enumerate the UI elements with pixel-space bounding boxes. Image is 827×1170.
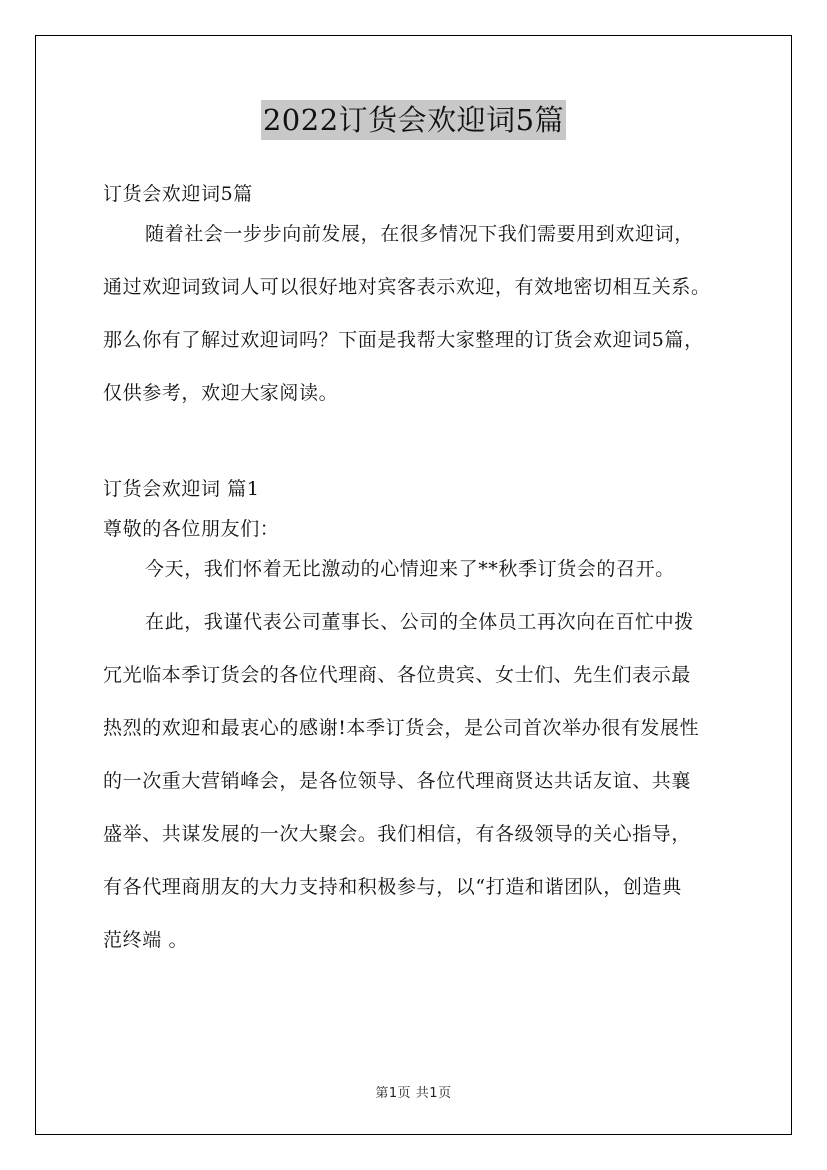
intro-line: 那么你有了解过欢迎词吗？下面是我帮大家整理的订货会欢迎词5篇， <box>103 329 704 351</box>
paragraph-line: 热烈的欢迎和最衷心的感谢!本季订货会，是公司首次举办很有发展性 <box>103 717 700 739</box>
intro-line: 随着社会一步步向前发展，在很多情况下我们需要用到欢迎词， <box>145 223 694 245</box>
title-container <box>0 100 827 140</box>
intro-line: 仅供参考，欢迎大家阅读。 <box>103 382 339 404</box>
page-footer: 第1页 共1页 <box>375 1086 452 1101</box>
paragraph-line: 今天，我们怀着无比激动的心情迎来了**秋季订货会的召开。 <box>145 558 675 580</box>
salutation: 尊敬的各位朋友们： <box>103 518 280 540</box>
paragraph-line: 盛举、共谋发展的一次大聚会。我们相信，有各级领导的关心指导， <box>103 823 692 845</box>
paragraph-line: 的一次重大营销峰会，是各位领导、各位代理商贤达共话友谊、共襄 <box>103 770 692 792</box>
subtitle: 订货会欢迎词5篇 <box>103 183 253 205</box>
document-title: 2022订货会欢迎词5篇 <box>261 100 566 140</box>
paragraph-line: 有各代理商朋友的大力支持和积极参与，以“打造和谐团队，创造典 <box>103 876 682 898</box>
paragraph-line: 在此，我谨代表公司董事长、公司的全体员工再次向在百忙中拨 <box>145 611 694 633</box>
document-body <box>103 172 733 971</box>
intro-line: 通过欢迎词致词人可以很好地对宾客表示欢迎，有效地密切相互关系。 <box>103 276 711 298</box>
section-heading: 订货会欢迎词 篇1 <box>103 478 260 500</box>
paragraph-line: 冗光临本季订货会的各位代理商、各位贵宾、女士们、先生们表示最 <box>103 664 692 686</box>
paragraph-line: 范终端 。 <box>103 929 189 951</box>
